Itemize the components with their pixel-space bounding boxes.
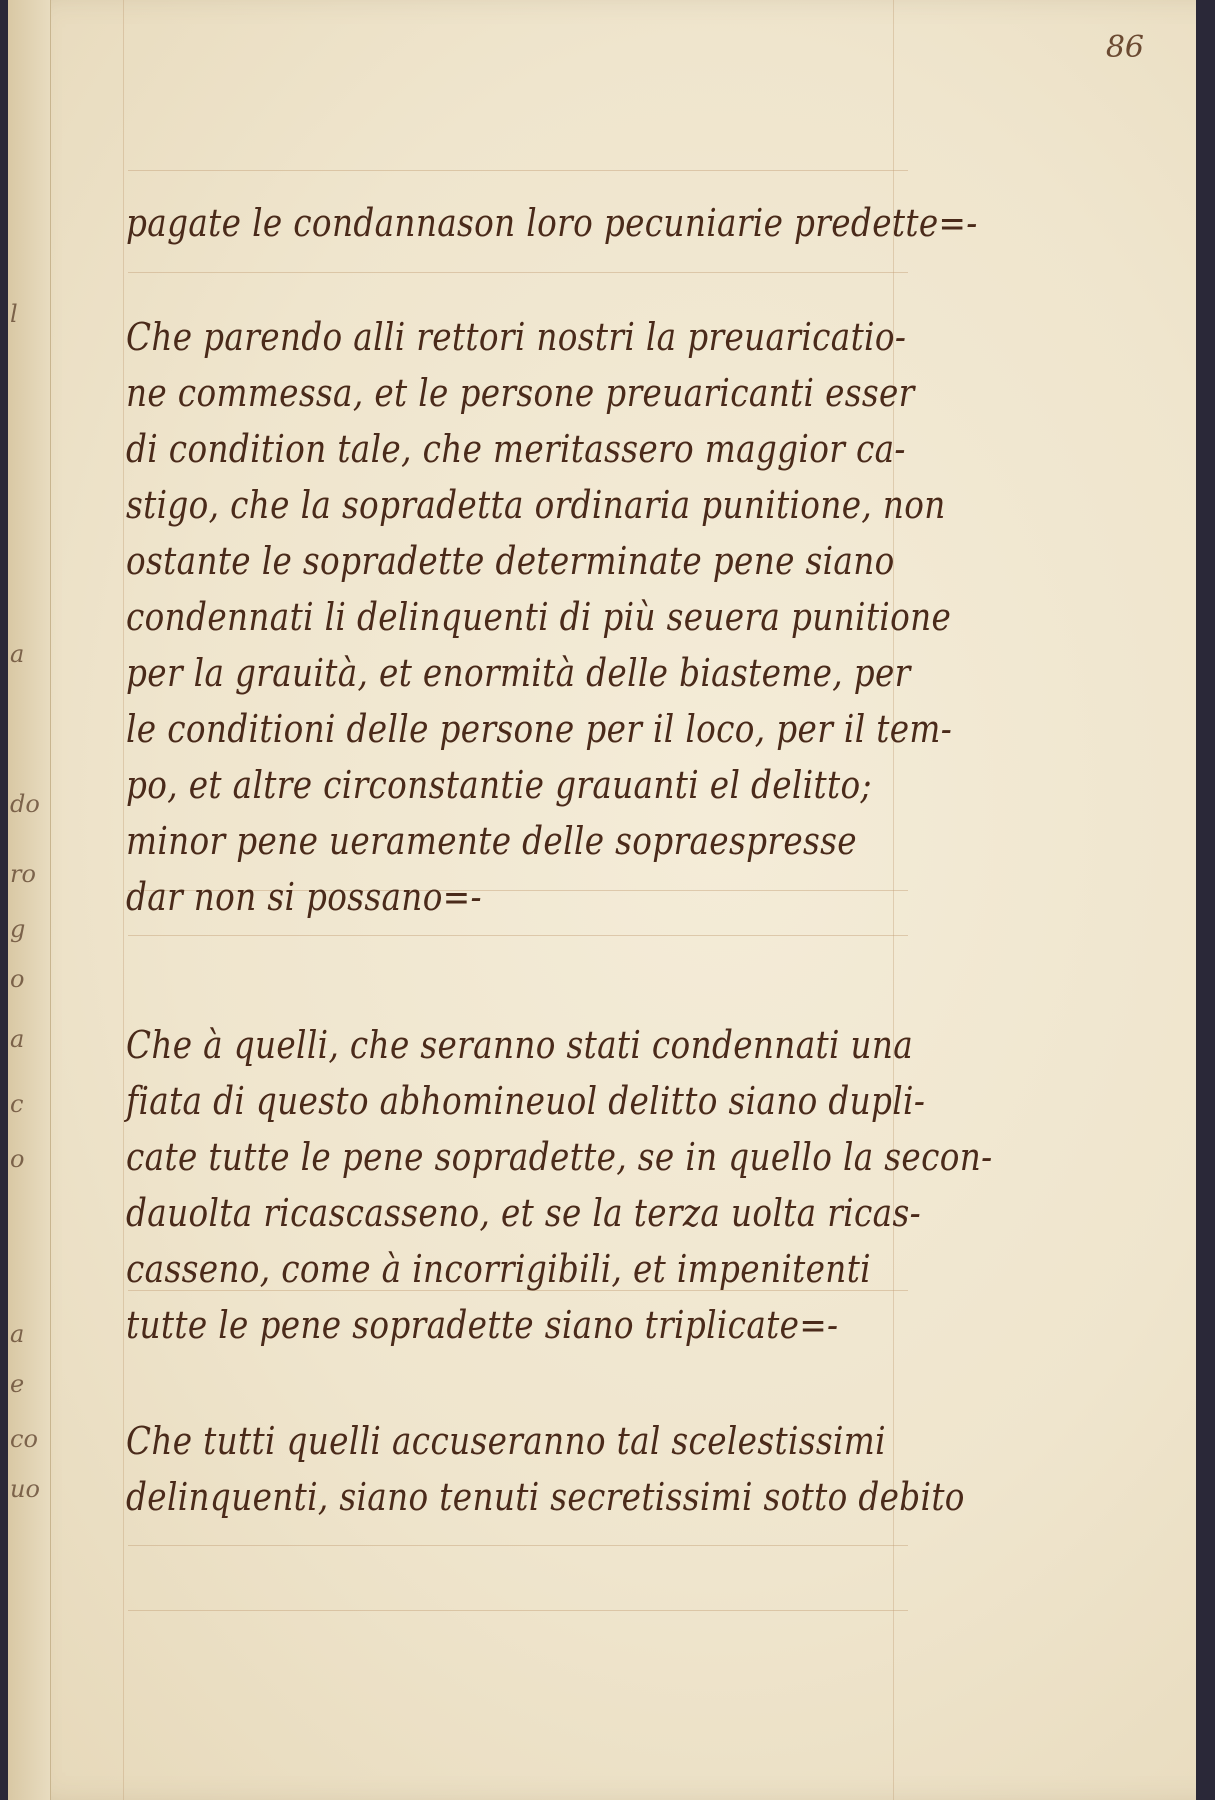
text-line: tutte le pene sopradette siano triplicate=- <box>126 1303 839 1347</box>
folio-number: 86 <box>1105 30 1144 65</box>
text-line: Che parendo alli rettori nostri la preuaricatio- <box>126 315 907 359</box>
paragraph-gap <box>126 251 926 309</box>
text-line: fiata di questo abhomineuol delitto siano dupli- <box>126 1079 926 1123</box>
margin-mark: o <box>10 965 25 993</box>
text-line: delinquenti, siano tenuti secretissimi sotto debito <box>126 1475 965 1519</box>
text-line: dauolta ricascasseno, et se la terza uolta ricas- <box>126 1191 921 1235</box>
text-line: pagate le condannason loro pecuniarie predette=- <box>126 201 978 245</box>
text-line: stigo, che la sopradetta ordinaria punitione, non <box>126 483 946 527</box>
margin-mark: a <box>10 640 25 668</box>
text-line: ne commessa, et le persone preuaricanti esser <box>126 371 915 415</box>
margin-mark: uo <box>10 1475 40 1503</box>
margin-mark: c <box>10 1090 24 1118</box>
ruling-line <box>128 1545 908 1546</box>
paragraph-gap <box>126 925 926 1017</box>
margin-mark: co <box>10 1425 38 1453</box>
ruling-line <box>128 1610 908 1611</box>
binding-margin <box>8 0 51 1800</box>
text-line: condennati li delinquenti di più seuera punitione <box>126 595 952 639</box>
text-line: di condition tale, che meritassero maggior ca- <box>126 427 906 471</box>
paragraph <box>126 309 953 925</box>
text-line: per la grauità, et enormità delle biasteme, per <box>126 651 911 695</box>
text-line: minor pene ueramente delle sopraespresse <box>126 819 857 863</box>
margin-mark: o <box>10 1145 25 1173</box>
margin-mark: do <box>10 790 40 818</box>
ruling-line <box>128 170 908 171</box>
text-line: Che tutti quelli accuseranno tal scelestissimi <box>126 1419 886 1463</box>
text-line: cate tutte le pene sopradette, se in quello la secon- <box>126 1135 993 1179</box>
margin-mark: g <box>10 915 26 943</box>
paragraph <box>126 1017 993 1353</box>
margin-mark: a <box>10 1320 25 1348</box>
text-line: po, et altre circonstantie grauanti el delitto; <box>126 763 872 807</box>
margin-mark: l <box>10 300 18 328</box>
margin-mark: a <box>10 1025 25 1053</box>
margin-mark: e <box>10 1370 25 1398</box>
text-line: dar non si possano=- <box>126 875 482 919</box>
manuscript-page <box>8 0 1196 1800</box>
ruling-line <box>123 0 124 1800</box>
text-line: casseno, come à incorrigibili, et impenitenti <box>126 1247 871 1291</box>
text-line: ostante le sopradette determinate pene siano <box>126 539 895 583</box>
margin-mark: ro <box>10 860 36 888</box>
text-line: Che à quelli, che seranno stati condennati una <box>126 1023 914 1067</box>
manuscript-text <box>126 195 993 1525</box>
paragraph-gap <box>126 1353 926 1413</box>
paragraph <box>126 195 978 251</box>
paragraph <box>126 1413 965 1525</box>
text-line: le conditioni delle persone per il loco, per il tem- <box>126 707 953 751</box>
